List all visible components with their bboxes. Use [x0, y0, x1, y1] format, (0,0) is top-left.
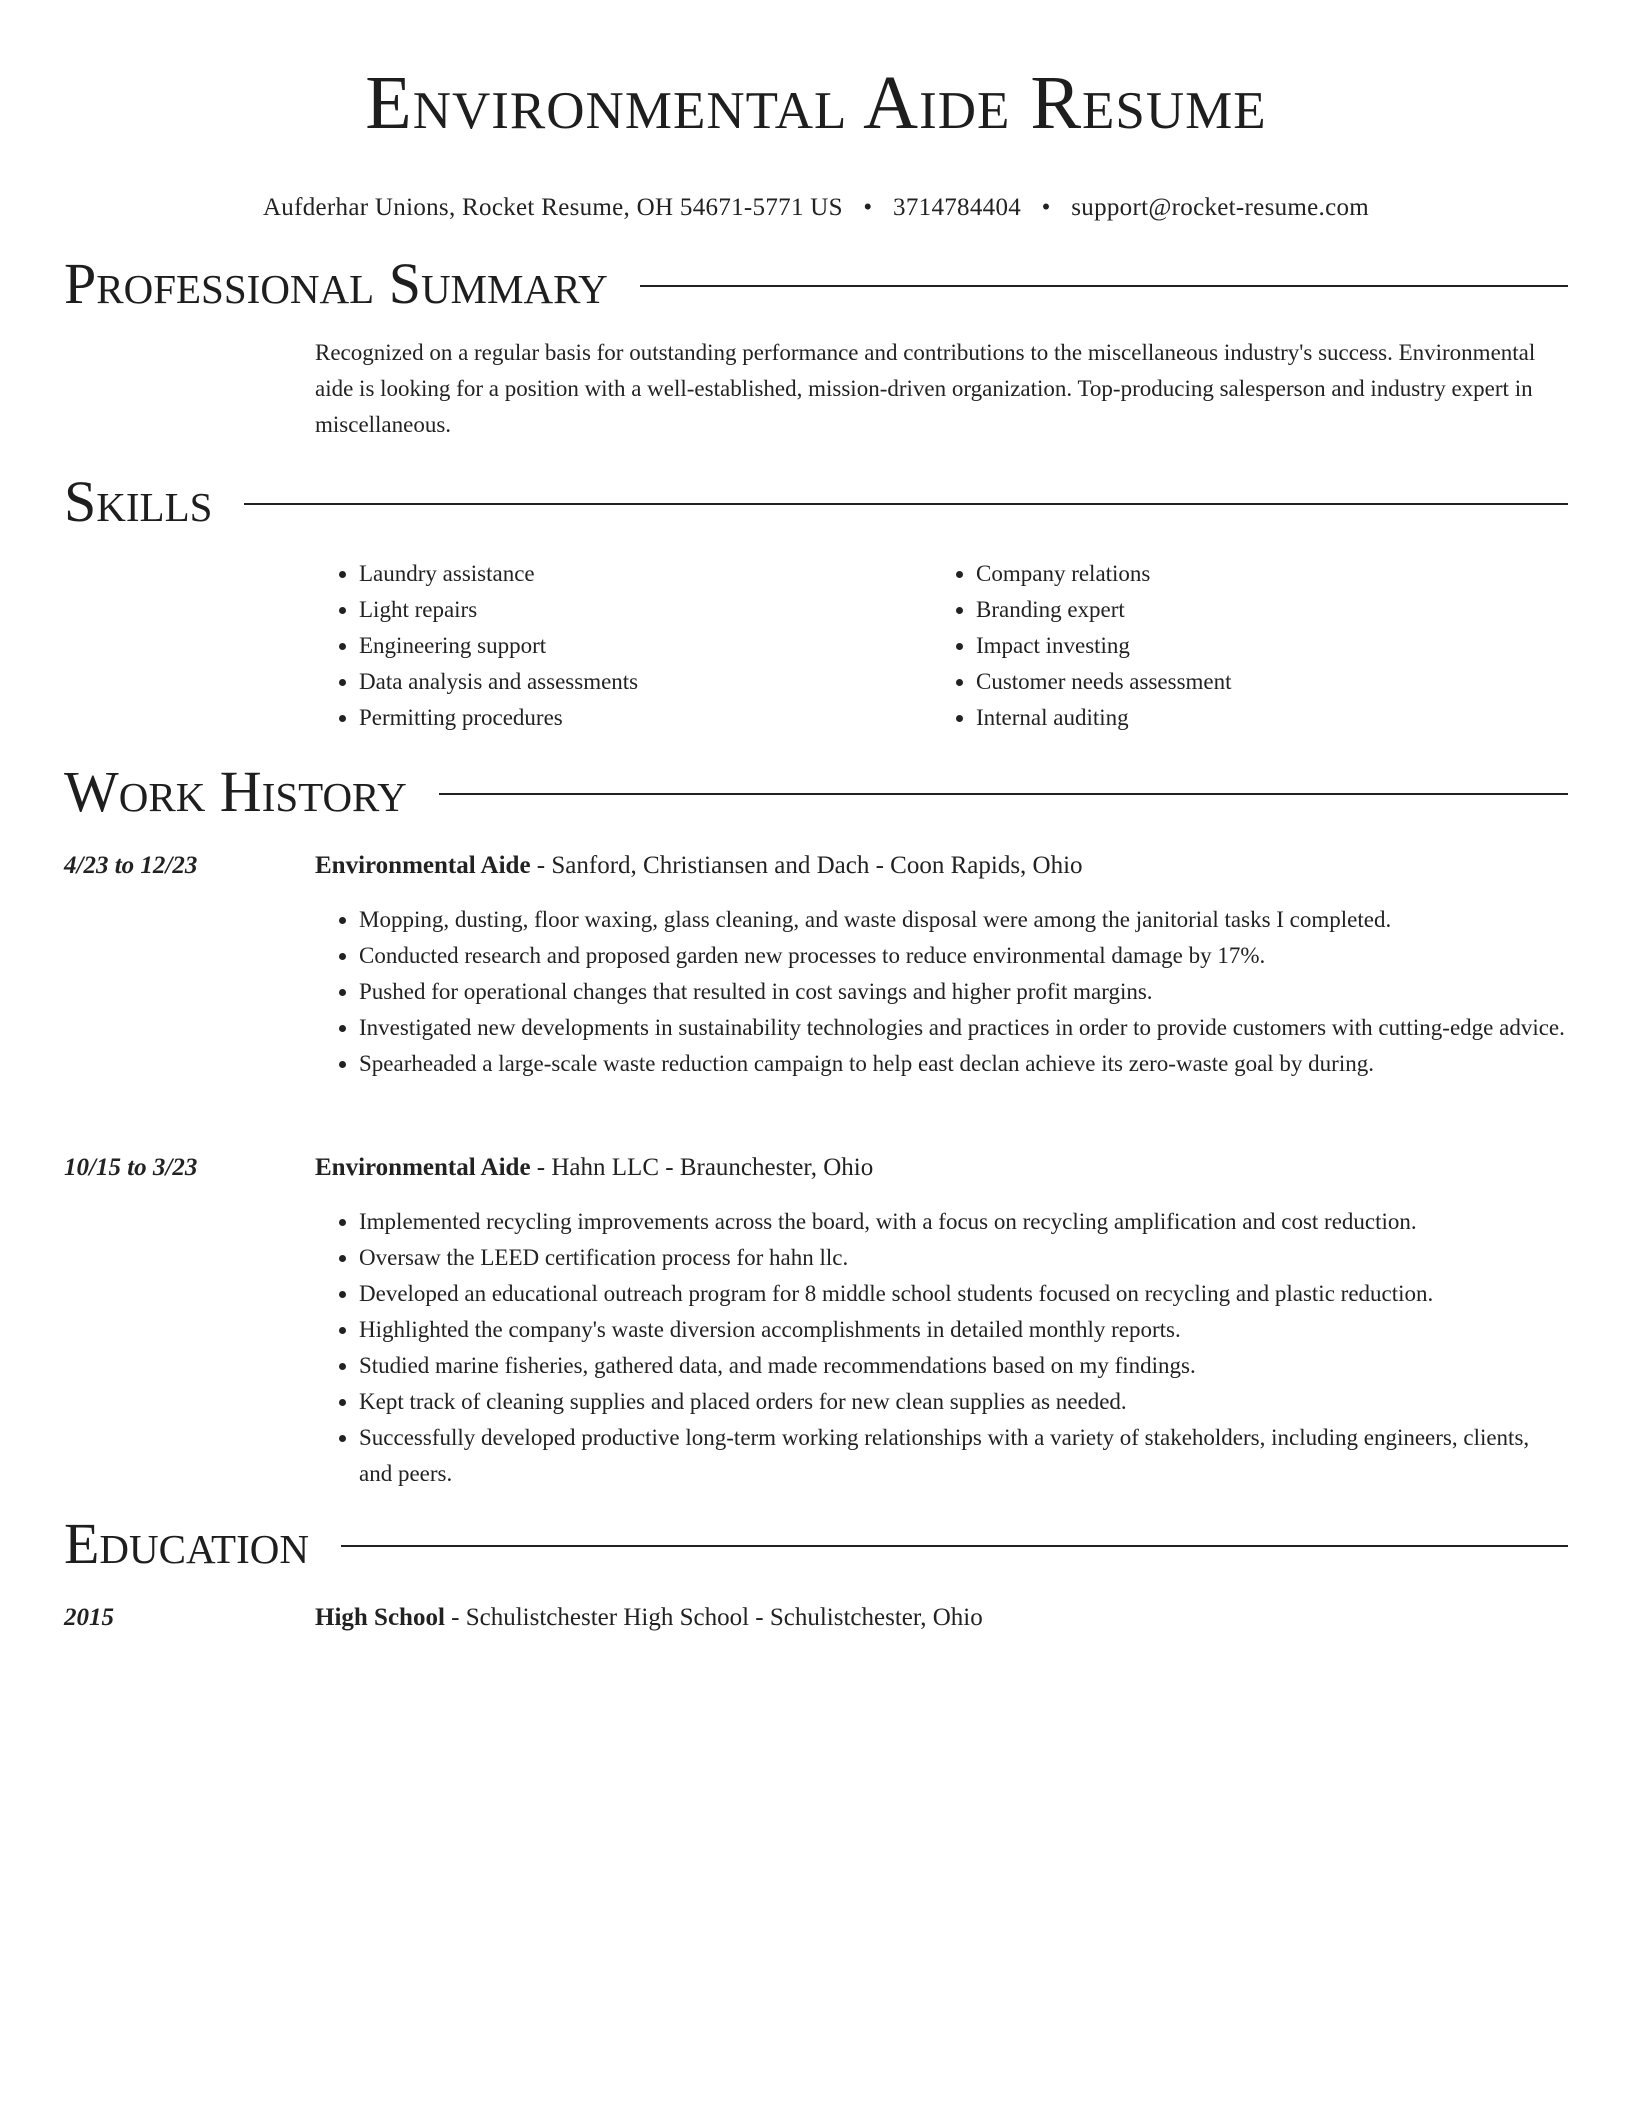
skill-item: • Engineering support — [359, 628, 932, 664]
job-bullet: • Kept track of cleaning supplies and placed orders for new clean supplies as needed. — [359, 1384, 1568, 1420]
job-title: Environmental Aide — [315, 852, 531, 879]
skills-heading: Skills — [64, 469, 213, 534]
contact-address: Aufderhar Unions, Rocket Resume, OH 54671-5771 US — [262, 194, 843, 221]
skill-item: • Light repairs — [359, 592, 932, 628]
job-employer: - Sanford, Christiansen and Dach - Coon Rapids, Ohio — [530, 852, 1083, 879]
education-school: - Schulistchester High School - Schulistchester, Ohio — [444, 1604, 983, 1631]
job-bullet: • Studied marine fisheries, gathered data, and made recommendations based on my findings. — [359, 1348, 1568, 1384]
summary-section-header — [64, 252, 1568, 316]
education-year: 2015 — [64, 1604, 114, 1631]
section-divider — [341, 1545, 1568, 1547]
contact-phone: 3714784404 — [893, 194, 1022, 221]
job-bullet: • Investigated new developments in sustainability technologies and practices in order to provide customers with cutting-edge advice. — [359, 1010, 1568, 1046]
skill-item: • Data analysis and assessments — [359, 664, 932, 700]
skills-section-header — [64, 470, 1568, 534]
education-heading-line — [315, 1602, 983, 1634]
contact-separator: • — [1041, 194, 1051, 221]
job-bullet: • Implemented recycling improvements across the board, with a focus on recycling amplification and cost reduction. — [359, 1204, 1568, 1240]
skill-item: • Internal auditing — [976, 700, 1549, 736]
section-divider — [439, 793, 1568, 795]
job-heading — [315, 850, 1083, 882]
job-employer: - Hahn LLC - Braunchester, Ohio — [530, 1154, 874, 1181]
skill-item: • Impact investing — [976, 628, 1549, 664]
summary-text: Recognized on a regular basis for outstanding performance and contributions to the miscellaneous industry's success. Environmental aide is looking for a position with a well-established, mission-driven organization. Top-producing salesperson and industry expert in miscellaneous. — [315, 340, 1536, 437]
skills-column-right — [932, 556, 1549, 736]
skills-column-left — [315, 556, 932, 736]
job-bullet: • Mopping, dusting, floor waxing, glass cleaning, and waste disposal were among the janitorial tasks I completed. — [359, 902, 1568, 938]
job-bullet: • Highlighted the company's waste diversion accomplishments in detailed monthly reports. — [359, 1312, 1568, 1348]
resume-page — [64, 0, 1568, 1631]
section-divider — [244, 503, 1568, 505]
job-title: Environmental Aide — [315, 1154, 531, 1181]
job-heading — [315, 1152, 873, 1184]
work-section-header — [64, 760, 1568, 824]
job-bullet: • Developed an educational outreach program for 8 middle school students focused on recycling and plastic reduction. — [359, 1276, 1568, 1312]
contact-separator: • — [863, 194, 873, 221]
resume-title: Environmental Aide Resume — [365, 61, 1267, 145]
skills-list — [315, 556, 1568, 736]
job-dates: 10/15 to 3/23 — [64, 1154, 198, 1181]
skill-item: • Permitting procedures — [359, 700, 932, 736]
job-bullet: • Pushed for operational changes that resulted in cost savings and higher profit margins. — [359, 974, 1568, 1010]
job-dates: 4/23 to 12/23 — [64, 852, 198, 879]
job-bullet: • Spearheaded a large-scale waste reduction campaign to help east declan achieve its zero-waste goal by during. — [359, 1046, 1568, 1082]
section-divider — [640, 285, 1568, 287]
job-bullet: • Oversaw the LEED certification process for hahn llc. — [359, 1240, 1568, 1276]
contact-email: support@rocket-resume.com — [1071, 194, 1370, 221]
skill-item: • Customer needs assessment — [976, 664, 1549, 700]
education-heading: Education — [64, 1511, 309, 1576]
education-section-header — [64, 1512, 1568, 1576]
contact-line — [64, 192, 1568, 224]
job-bullet: • Conducted research and proposed garden new processes to reduce environmental damage by 17%. — [359, 938, 1568, 974]
skill-item: • Company relations — [976, 556, 1549, 592]
job-bullet: • Successfully developed productive long-term working relationships with a variety of stakeholders, including engineers, clients, and peers. — [359, 1420, 1568, 1492]
summary-heading: Professional Summary — [64, 251, 608, 316]
education-degree: High School — [315, 1604, 445, 1631]
skill-item: • Branding expert — [976, 592, 1549, 628]
skill-item: • Laundry assistance — [359, 556, 932, 592]
work-heading: Work History — [64, 759, 407, 824]
job-bullets — [315, 902, 1568, 1082]
job-bullets — [315, 1204, 1568, 1492]
